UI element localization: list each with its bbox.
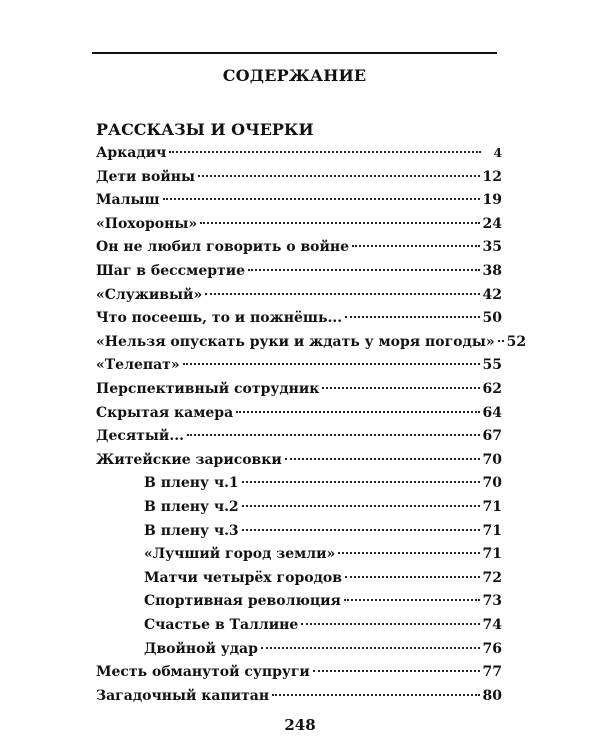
toc-subentry [144, 568, 502, 588]
toc-entry-title: Он не любил говорить о войне [96, 239, 350, 255]
toc-entry-title: Аркадич [96, 145, 167, 161]
toc-entry-page: 72 [482, 570, 502, 586]
toc-entry-title: «Телепат» [96, 357, 180, 373]
toc-subentry [144, 591, 502, 611]
toc-subentry [144, 521, 502, 541]
toc-entry-title: Счастье в Таллине [144, 617, 299, 633]
dot-leader [498, 340, 504, 342]
toc-entry-page: 74 [482, 617, 502, 633]
dot-leader [248, 269, 480, 271]
toc-entry-page: 42 [482, 287, 502, 303]
toc-entry-title: Загадочный капитан [96, 688, 270, 704]
toc-entry-page: 67 [482, 428, 502, 444]
dot-leader [242, 505, 480, 507]
toc-entry-title: «Нельзя опускать руки и ждать у моря погоды» [96, 334, 495, 350]
toc-entry-title: В плену ч.2 [144, 499, 239, 515]
dot-leader [200, 222, 479, 224]
toc-entry [96, 214, 502, 234]
toc-entry-title: Что посеешь, то и пожнёшь... [96, 310, 343, 326]
toc-entry-title: Месть обманутой супруги [96, 664, 310, 680]
toc-entry-title: Житейские зарисовки [96, 452, 282, 468]
toc-entry [96, 450, 502, 470]
dot-leader [322, 387, 479, 389]
toc-entry [96, 237, 502, 257]
toc-subentry [144, 615, 502, 635]
dot-leader [352, 245, 479, 247]
toc-entry-title: Десятый... [96, 428, 184, 444]
toc-entry-page: 50 [482, 310, 502, 326]
toc-entry [96, 261, 502, 281]
toc-entry-page: 4 [493, 146, 502, 160]
dot-leader [338, 552, 479, 554]
toc-entry-page: 71 [482, 546, 502, 562]
toc-entry [96, 190, 502, 210]
toc-entry-page: 73 [482, 593, 502, 609]
toc-entry [96, 355, 502, 375]
dot-leader [205, 293, 479, 295]
toc-entry-page: 71 [482, 523, 502, 539]
toc-entry [96, 662, 502, 682]
toc-entry-page: 38 [482, 263, 502, 279]
toc-entry-page: 71 [482, 499, 502, 515]
toc-entry [96, 403, 502, 423]
toc-subentry [144, 544, 502, 564]
dot-leader [163, 198, 480, 200]
toc-entry-title: Дети войны [96, 169, 196, 185]
toc-entry-page: 64 [482, 405, 502, 421]
dot-leader [301, 623, 479, 625]
toc-entry-page: 62 [482, 381, 502, 397]
toc-entry-title: В плену ч.3 [144, 523, 239, 539]
dot-leader [344, 599, 480, 601]
toc-entry [96, 426, 502, 446]
toc-entry [96, 285, 502, 305]
toc-entry-title: В плену ч.1 [144, 475, 239, 491]
dot-leader [345, 316, 479, 318]
dot-leader [169, 151, 481, 153]
toc-entry-title: «Лучший город земли» [144, 546, 336, 562]
toc-entry [96, 167, 502, 187]
page-title: СОДЕРЖАНИЕ [222, 66, 367, 85]
toc-entry-page: 12 [482, 169, 502, 185]
dot-leader [242, 481, 480, 483]
toc-entry-title: Малыш [96, 192, 160, 208]
toc-entry-page: 55 [482, 357, 502, 373]
dot-leader [261, 647, 480, 649]
toc-entry [96, 143, 502, 163]
toc-entry-page: 70 [482, 475, 502, 491]
toc-entry-page: 35 [482, 239, 502, 255]
toc-entry-page: 77 [482, 664, 502, 680]
toc-entry-page: 52 [506, 334, 527, 350]
toc-entry-page: 19 [482, 192, 502, 208]
dot-leader [313, 670, 480, 672]
toc-entry-page: 70 [482, 452, 502, 468]
toc-subentry [144, 497, 502, 517]
toc-entry-title: «Похороны» [96, 216, 198, 232]
toc-entry [96, 332, 527, 352]
toc-entry [96, 308, 502, 328]
toc-entry-title: Перспективный сотрудник [96, 381, 320, 397]
toc-subentry [144, 639, 502, 659]
toc-entry [96, 686, 502, 706]
toc-entry-page: 24 [482, 216, 502, 232]
dot-leader [242, 529, 480, 531]
toc-entry-title: Шаг в бессмертие [96, 263, 245, 279]
section-title: РАССКАЗЫ И ОЧЕРКИ [96, 120, 314, 139]
toc-entry-page: 76 [482, 641, 502, 657]
dot-leader [183, 363, 480, 365]
dot-leader [272, 694, 479, 696]
dot-leader [198, 175, 479, 177]
dot-leader [285, 458, 480, 460]
toc-entry-title: Спортивная революция [144, 593, 341, 609]
toc-subentry [144, 473, 502, 493]
page-number: 248 [284, 716, 316, 734]
toc-entry [96, 379, 502, 399]
toc-entry-title: Матчи четырёх городов [144, 570, 342, 586]
toc-entry-title: «Служивый» [96, 287, 203, 303]
toc-entry-title: Двойной удар [144, 641, 258, 657]
dot-leader [236, 411, 479, 413]
dot-leader [187, 434, 480, 436]
dot-leader [345, 576, 480, 578]
toc-entry-title: Скрытая камера [96, 405, 234, 421]
toc-entry-page: 80 [482, 688, 502, 704]
